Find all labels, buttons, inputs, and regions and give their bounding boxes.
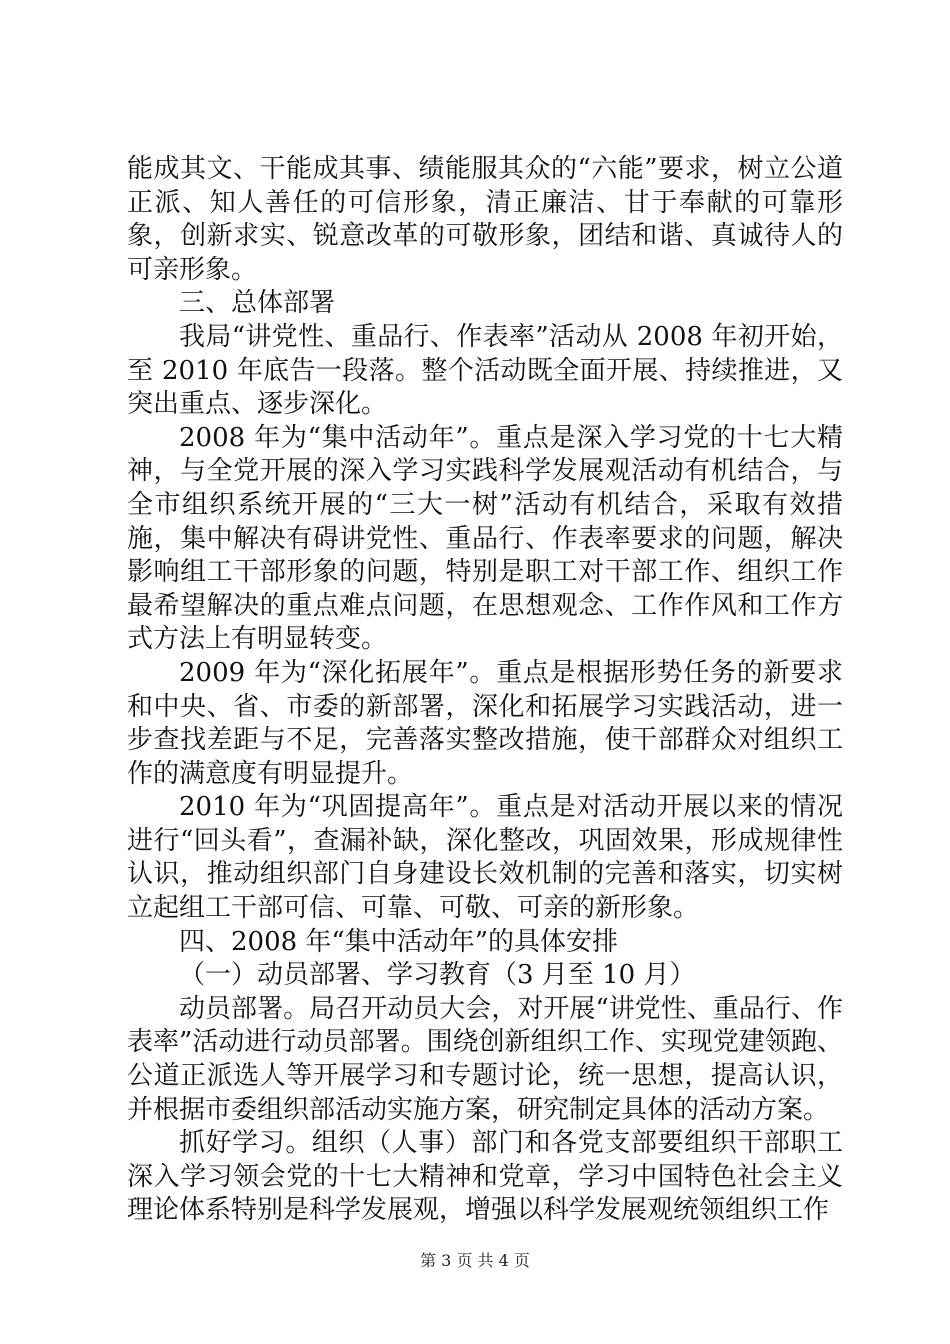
paragraph-1: 能成其文、干能成其事、绩能服其众的“六能”要求，树立公道正派、知人善任的可信形象，清正廉洁、甘于奉献的可靠形象，创新求实、锐意改革的可敬形象，团结和谐、真诚待人的可亲形象。 bbox=[127, 154, 843, 285]
paragraph-4: 2008 年为“集中活动年”。重点是深入学习党的十七大精神，与全党开展的深入学习实践科学发展观活动有机结合，与全市组织系统开展的“三大一树”活动有机结合，采取有效措施，集中解决有碍讲党性、重品行、作表率要求的问题，解决影响组工干部形象的问题，特别是职工对干部工作、组织工作最希望解决的重点难点问题，在思想观念、工作作风和工作方式方法上有明显转变。 bbox=[127, 422, 843, 655]
section-heading-4: 四、2008 年“集中活动年”的具体安排 bbox=[179, 926, 619, 957]
document-body bbox=[127, 153, 843, 1228]
section-heading-3: 三、总体部署 bbox=[179, 288, 336, 319]
paragraph-5: 2009 年为“深化拓展年”。重点是根据形势任务的新要求和中央、省、市委的新部署，深化和拓展学习实践活动，进一步查找差距与不足，完善落实整改措施，使干部群众对组织工作的满意度有明显提升。 bbox=[127, 657, 843, 789]
paragraph-3: 我局“讲党性、重品行、作表率”活动从 2008 年初开始，至 2010 年底告一段落。整个活动既全面开展、持续推进，又突出重点、逐步深化。 bbox=[127, 321, 843, 420]
paragraph-6: 2010 年为“巩固提高年”。重点是对活动开展以来的情况进行“回头看”，查漏补缺，深化整改，巩固效果，形成规律性认识，推动组织部门自身建设长效机制的完善和落实，切实树立起组工干部可信、可靠、可敬、可亲的新形象。 bbox=[127, 792, 843, 924]
subsection-heading-1: （一）动员部署、学习教育（3 月至 10 月） bbox=[179, 960, 696, 991]
paragraph-9: 动员部署。局召开动员大会，对开展“讲党性、重品行、作表率”活动进行动员部署。围绕创新组织工作、实现党建领跑、公道正派选人等开展学习和专题讨论，统一思想，提高认识，并根据市委组织部活动实施方案，研究制定具体的活动方案。 bbox=[127, 993, 843, 1125]
page-number-footer: 第 3 页 共 4 页 bbox=[420, 1251, 530, 1270]
paragraph-10: 抓好学习。组织（人事）部门和各党支部要组织干部职工深入学习领会党的十七大精神和党章，学习中国特色社会主义理论体系特别是科学发展观，增强以科学发展观统领组织工作 bbox=[127, 1128, 843, 1226]
